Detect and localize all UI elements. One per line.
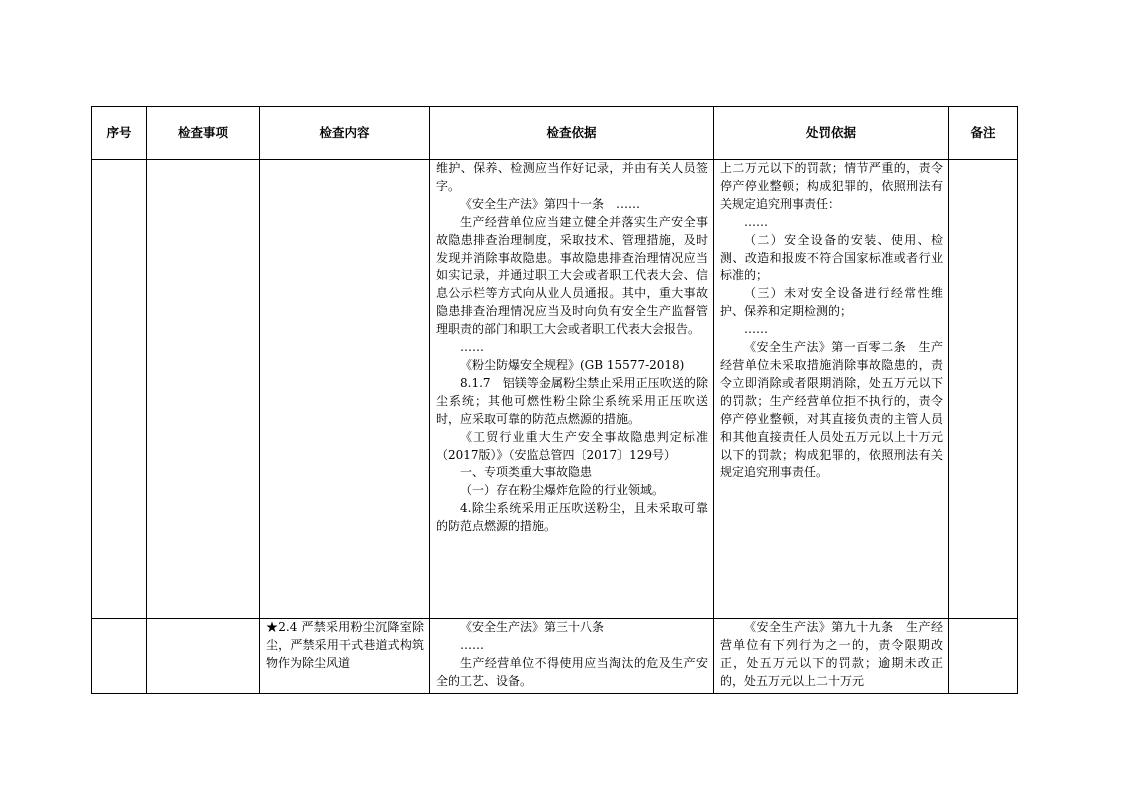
paragraph: …… [460, 637, 484, 652]
header-item: 检查事项 [147, 107, 260, 160]
table-header-row [92, 107, 1018, 160]
header-basis: 检查依据 [430, 107, 714, 160]
basis-text [430, 160, 713, 616]
penalty-cell [714, 619, 949, 694]
header-remarks: 备注 [949, 107, 1018, 160]
remarks-cell [949, 619, 1018, 694]
paragraph: 一、专项类重大事故隐患 [460, 465, 593, 480]
penalty-text [714, 619, 948, 693]
paragraph: 维护、保养、检测应当作好记录，并由有关人员签字。 [436, 161, 708, 193]
paragraph: （二）安全设备的安装、使用、检测、改造和报废不符合国家标准或者行业标准的； [720, 232, 943, 283]
remarks-cell [949, 160, 1018, 619]
paragraph: 《安全生产法》第一百零二条 生产经营单位未采取措施消除事故隐患的，责令立即消除或者限期消除，处五万元以下的罚款；生产经营单位拒不执行的，责令停产停业整顿，对其直接负责的主管人员和其他直接责任人员处五万元以上十万元以下的罚款；构成犯罪的，依照刑法有关规定追究刑事责任。 [720, 340, 943, 480]
content-cell [260, 619, 430, 694]
basis-text [430, 619, 713, 693]
item-cell [147, 160, 260, 619]
paragraph: 《安全生产法》第四十一条 …… [460, 196, 641, 211]
paragraph: 《安全生产法》第三十八条 [460, 620, 605, 634]
table-row [92, 619, 1018, 694]
paragraph: …… [744, 322, 768, 337]
paragraph: 4.除尘系统采用正压吹送粉尘，且未采取可靠的防范点燃源的措施。 [436, 501, 708, 534]
inspection-table [91, 106, 1018, 694]
penalty-text [714, 160, 948, 616]
table-row [92, 160, 1018, 619]
paragraph: （三）未对安全设备进行经常性维护、保养和定期检测的； [720, 286, 943, 319]
paragraph: 8.1.7 铝镁等金属粉尘禁止采用正压吹送的除尘系统；其他可燃性粉尘除尘系统采用正压吹送时，应采取可靠的防范点燃源的措施。 [436, 375, 708, 426]
penalty-cell [714, 160, 949, 619]
header-penalty: 处罚依据 [714, 107, 949, 160]
paragraph: 《安全生产法》第九十九条 生产经营单位有下列行为之一的，责令限期改正，处五万元以下的罚款；逾期未改正的，处五万元以上二十万元 [720, 620, 943, 688]
paragraph: 《工贸行业重大生产安全事故隐患判定标准（2017版）》（安监总管四〔2017〕129号） [436, 429, 708, 462]
header-serial: 序号 [92, 107, 147, 160]
paragraph: 生产经营单位不得使用应当淘汰的危及生产安全的工艺、设备。 [436, 655, 708, 688]
content-cell [260, 160, 430, 619]
basis-cell [430, 160, 714, 619]
paragraph: 《粉尘防爆安全规程》(GB 15577-2018) [460, 357, 685, 372]
serial-cell [92, 619, 147, 694]
paragraph: …… [460, 340, 484, 355]
paragraph: 生产经营单位应当建立健全并落实生产安全事故隐患排查治理制度，采取技术、管理措施，及时发现并消除事故隐患。事故隐患排查治理情况应当如实记录，并通过职工大会或者职工代表大会、信息公示栏等方式向从业人员通报。其中，重大事故隐患排查治理情况应当及时向负有安全生产监督管理职责的部门和职工大会或者职工代表大会报告。 [436, 214, 708, 337]
header-content: 检查内容 [260, 107, 430, 160]
serial-cell [92, 160, 147, 619]
basis-cell [430, 619, 714, 694]
check-content-text: ★2.4 严禁采用粉尘沉降室除尘，严禁采用干式巷道式构筑物作为除尘风道 [266, 620, 424, 670]
paragraph: （一）存在粉尘爆炸危险的行业领域。 [460, 483, 665, 498]
item-cell [147, 619, 260, 694]
paragraph: …… [744, 214, 768, 229]
paragraph: 上二万元以下的罚款；情节严重的，责令停产停业整顿；构成犯罪的，依照刑法有关规定追究刑事责任： [720, 161, 943, 211]
